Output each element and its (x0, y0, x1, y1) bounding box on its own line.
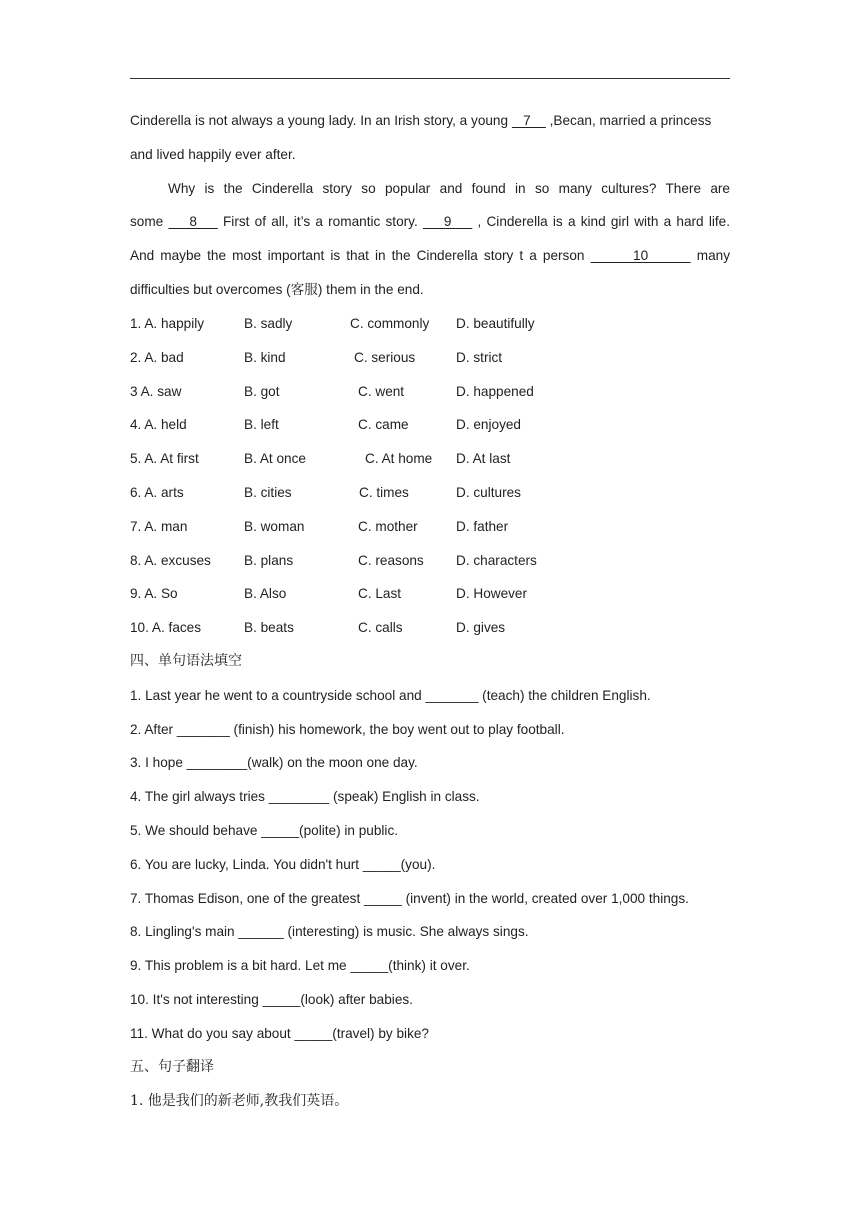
blank-10: 10 (590, 248, 691, 264)
passage-line: Cinderella is not always a young lady. In an Irish story, a young 7 ,Becan, married a princess (130, 113, 712, 128)
passage-line: some 8 First of all, it’s a romantic story. 9 , Cinderella is a kind girl with a hard life. (130, 214, 730, 230)
option-row (130, 476, 730, 510)
option-c: C. calls (358, 620, 403, 635)
option-row (130, 341, 730, 375)
header-rule (130, 78, 730, 79)
option-row (130, 510, 730, 544)
option-a: 9. A. So (130, 586, 178, 601)
option-d: D. enjoyed (456, 417, 521, 432)
cloze-passage (130, 104, 730, 307)
option-a: 6. A. arts (130, 485, 184, 500)
passage-line: Why is the Cinderella story so popular and found in so many cultures? There are (168, 180, 730, 196)
option-row (130, 408, 730, 442)
option-a: 1. A. happily (130, 316, 205, 331)
option-a: 3 A. saw (130, 384, 182, 399)
option-d: D. beautifully (456, 316, 535, 331)
blank-9: 9 (422, 214, 473, 230)
option-b: B. Also (244, 586, 287, 601)
grammar-question: 11. What do you say about _____(travel) by bike? (130, 1026, 429, 1041)
option-row (130, 577, 730, 611)
section-5-title: 五、句子翻译 (130, 1059, 214, 1075)
translation-question: 1. 他是我们的新老师,教我们英语。 (130, 1093, 349, 1109)
grammar-question: 6. You are lucky, Linda. You didn't hurt _____(you). (130, 857, 436, 872)
option-d: D. characters (456, 553, 537, 568)
option-b: B. beats (244, 620, 294, 635)
option-b: B. kind (244, 350, 286, 365)
option-row (130, 442, 730, 476)
grammar-question: 3. I hope ________(walk) on the moon one day. (130, 755, 418, 770)
option-d: D. father (456, 519, 509, 534)
option-b: B. sadly (244, 316, 293, 331)
option-row (130, 544, 730, 578)
option-c: C. commonly (350, 316, 430, 331)
option-d: D. strict (456, 350, 503, 365)
grammar-question: 5. We should behave _____(polite) in public. (130, 823, 399, 838)
option-c: C. reasons (358, 553, 424, 568)
option-a: 4. A. held (130, 417, 187, 432)
section-4-title: 四、单句语法填空 (130, 653, 242, 669)
option-b: B. got (244, 384, 280, 399)
option-d: D. At last (456, 451, 511, 466)
grammar-question: 2. After _______ (finish) his homework, the boy went out to play football. (130, 722, 565, 737)
option-b: B. cities (244, 485, 292, 500)
blank-8: 8 (168, 214, 218, 230)
option-a: 8. A. excuses (130, 553, 211, 568)
grammar-question: 9. This problem is a bit hard. Let me _____(think) it over. (130, 958, 470, 973)
option-d: D. However (456, 586, 528, 601)
option-row (130, 307, 730, 341)
option-a: 7. A. man (130, 519, 188, 534)
option-c: C. went (358, 384, 405, 399)
option-c: C. came (358, 417, 409, 432)
grammar-question: 1. Last year he went to a countryside school and _______ (teach) the children English. (130, 688, 651, 703)
option-d: D. gives (456, 620, 506, 635)
passage-line: difficulties but overcomes (客服) them in the end. (130, 281, 424, 297)
option-c: C. serious (354, 350, 416, 365)
option-c: C. At home (365, 451, 433, 466)
option-b: B. woman (244, 519, 305, 534)
passage-line: And maybe the most important is that in the Cinderella story t a person 10 many (130, 248, 730, 264)
passage-line: and lived happily ever after. (130, 146, 296, 162)
grammar-question: 7. Thomas Edison, one of the greatest _____ (invent) in the world, created over 1,000 things. (130, 891, 689, 906)
option-b: B. plans (244, 553, 294, 568)
option-a: 10. A. faces (130, 620, 202, 635)
option-c: C. mother (358, 519, 418, 534)
option-c: C. times (359, 485, 409, 500)
option-row (130, 375, 730, 409)
option-d: D. cultures (456, 485, 521, 500)
option-a: 2. A. bad (130, 350, 184, 365)
grammar-question: 4. The girl always tries ________ (speak) English in class. (130, 789, 480, 804)
option-b: B. At once (244, 451, 306, 466)
blank-7: 7 (511, 113, 546, 128)
option-c: C. Last (358, 586, 402, 601)
option-d: D. happened (456, 384, 534, 399)
option-b: B. left (244, 417, 279, 432)
option-row (130, 611, 730, 645)
option-a: 5. A. At first (130, 451, 199, 466)
grammar-question: 8. Lingling's main ______ (interesting) is music. She always sings. (130, 924, 529, 939)
grammar-question: 10. It's not interesting _____(look) after babies. (130, 992, 413, 1007)
